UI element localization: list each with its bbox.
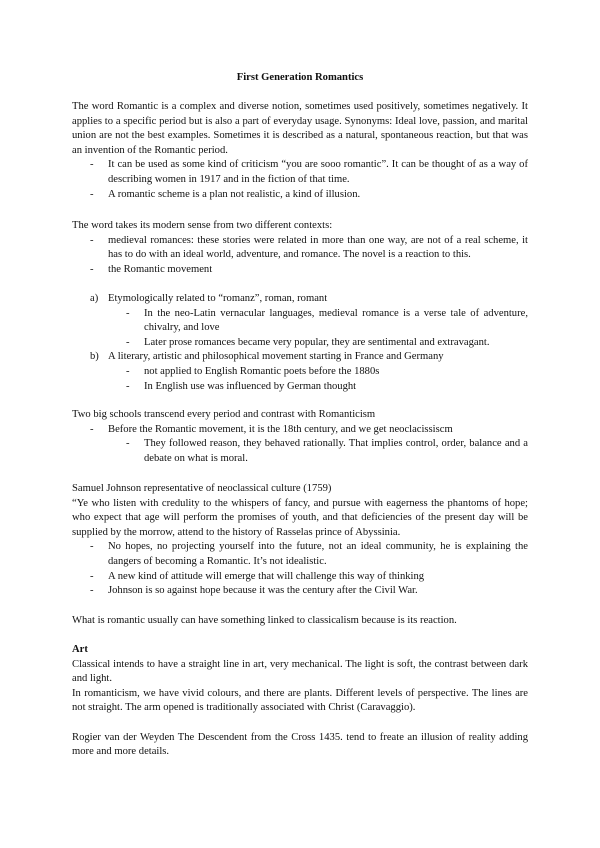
intro-section [72,100,528,202]
list-item: - They followed reason, they behaved rationally. That implies control, order, balance and a debate on what is moral. [126,438,528,464]
list-item: - In English use was influenced by German thought [126,380,357,392]
schools-paragraph: Two big schools transcend every period and contrast with Romanticism [72,409,376,420]
art-heading: Art [72,644,88,655]
list-item: - not applied to English Romantic poets before the 1880s [126,365,380,377]
contexts-section [72,219,528,277]
lettered-item-a: a) Etymologically related to “romanz”, roman, romant [90,293,328,304]
document-title: First Generation Romantics [236,72,364,83]
lettered-item-b: b) A literary, artistic and philosophical movement starting in France and Germany [90,351,444,363]
art-section [72,643,528,760]
contexts-paragraph: The word takes its modern sense from two different contexts: [72,220,333,231]
art-paragraph-classical: Classical intends to have a straight line in art, very mechanical. The light is soft, the contrast between dark and light. [72,658,528,685]
list-item: - A romantic scheme is a plan not realistic, a kind of illusion. [90,188,361,200]
list-item: - the Romantic movement [90,263,213,275]
list-item: - In the neo-Latin vernacular languages, medieval romance is a verse tale of adventure, chivalry, and love [126,307,528,334]
schools-section [72,408,528,466]
johnson-section [72,482,528,599]
list-item: - Later prose romances became very popular, they are sentimental and extravagant. [126,336,490,348]
list-item: - A new kind of attitude will emerge that will challenge this way of thinking [90,570,425,582]
johnson-quote: “Ye who listen with credulity to the whispers of fancy, and pursue with eagerness the phantoms of hope; who expect that age will perform the promises of youth, and that deficiencies of the present day will be supplied by the morrow, attend to the history of Rasselas prince of Abyssinia. [72,497,528,538]
intro-paragraph: The word Romantic is a complex and diverse notion, sometimes used positively, sometimes negatively. It applies to a specific period but is also a part of everyday usage. Synonyms: Ideal love, passion, and marital union are not the best examples. Sometimes it is described as a natural, spontaneous reaction, but that was an invention of the Romantic period. [72,101,528,156]
art-paragraph-weyden: Rogier van der Weyden The Descendent from the Cross 1435. tend to freate an illusion of reality adding more and more details. [72,731,528,758]
document-title-block [72,71,528,86]
art-paragraph-romanticism: In romanticism, we have vivid colours, and there are plants. Different levels of perspective. The lines are not straight. The arm opened is traditionally associated with Christ (Caravaggio). [72,687,528,714]
list-item: - Before the Romantic movement, it is the 18th century, and we get neoclacissiscm [90,423,453,435]
list-item: - Johnson is so against hope because it was the century after the Civil War. [90,585,418,597]
list-item: - medieval romances: these stories were related in more than one way, are not of a real scheme, it has to do with an ideal world, adventure, and romance. The novel is a reaction to this. [90,234,528,261]
lettered-list [72,292,528,394]
list-item: - No hopes, no projecting yourself into the future, not an ideal community, he is explaining the dangers of becoming a Romantic. It’s not idealistic. [90,541,528,567]
summary-section [72,614,528,629]
list-item: - It can be used as some kind of criticism “you are sooo romantic”. It can be thought of as a way of describing women in 1917 and in the fiction of that time. [90,159,528,185]
summary-paragraph: What is romantic usually can have something linked to classicalism because is its reaction. [72,615,457,626]
johnson-heading: Samuel Johnson representative of neoclassical culture (1759) [72,483,332,494]
